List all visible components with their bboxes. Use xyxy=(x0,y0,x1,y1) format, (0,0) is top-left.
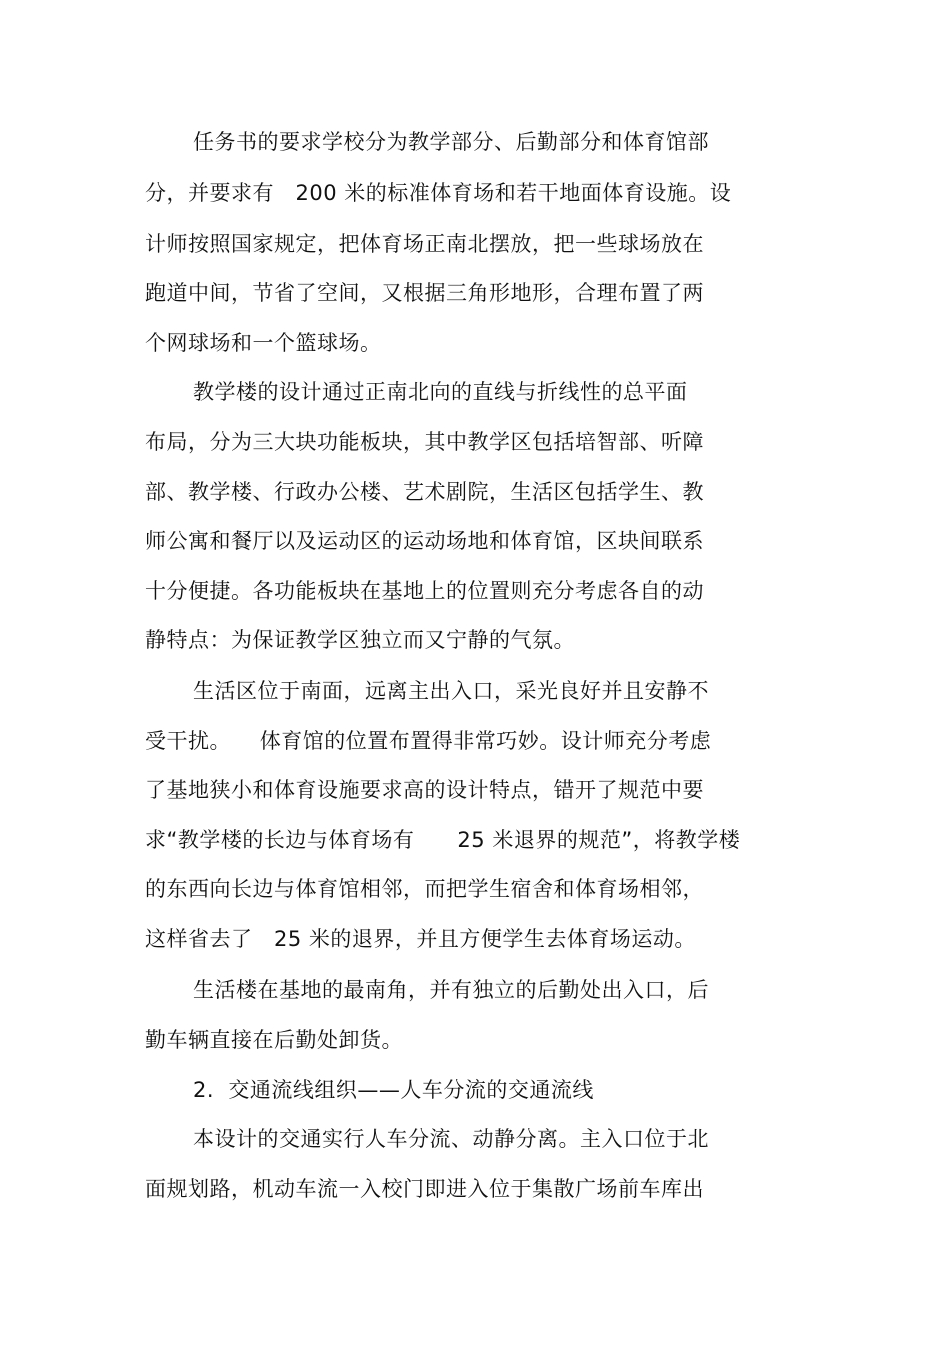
paragraph-line: 跑道中间，节省了空间，又根据三角形地形，合理布置了两 xyxy=(145,281,704,305)
paragraph-line: 生活楼在基地的最南角，并有独立的后勤处出入口，后 xyxy=(193,978,709,1002)
paragraph-line: 生活区位于南面，远离主出入口，采光良好并且安静不 xyxy=(193,679,709,703)
paragraph-line: 静特点：为保证教学区独立而又宁静的气氛。 xyxy=(145,628,575,652)
paragraph-line: 教学楼的设计通过正南北向的直线与折线性的总平面 xyxy=(193,380,688,404)
paragraph-line: 分，并要求有 200 米的标准体育场和若干地面体育设施。设 xyxy=(145,181,732,205)
paragraph-line: 计师按照国家规定，把体育场正南北摆放，把一些球场放在 xyxy=(145,232,704,256)
paragraph-line: 布局，分为三大块功能板块，其中教学区包括培智部、听障 xyxy=(145,430,704,454)
paragraph-line: 十分便捷。各功能板块在基地上的位置则充分考虑各自的动 xyxy=(145,579,704,603)
paragraph-line: 求“教学楼的长边与体育场有 25 米退界的规范”，将教学楼 xyxy=(145,828,741,852)
paragraph-line: 勤车辆直接在后勤处卸货。 xyxy=(145,1028,403,1052)
paragraph-line: 这样省去了 25 米的退界，并且方便学生去体育场运动。 xyxy=(145,927,696,951)
paragraph-line: 部、教学楼、行政办公楼、艺术剧院，生活区包括学生、教 xyxy=(145,480,704,504)
paragraph-line: 师公寓和餐厅以及运动区的运动场地和体育馆，区块间联系 xyxy=(145,529,704,553)
paragraph-line: 本设计的交通实行人车分流、动静分离。主入口位于北 xyxy=(193,1127,709,1151)
paragraph-line: 了基地狭小和体育设施要求高的设计特点，错开了规范中要 xyxy=(145,778,704,802)
paragraph-line: 个网球场和一个篮球场。 xyxy=(145,331,382,355)
paragraph-line: 受干扰。 体育馆的位置布置得非常巧妙。设计师充分考虑 xyxy=(145,729,712,753)
paragraph-line: 面规划路，机动车流一入校门即进入位于集散广场前车库出 xyxy=(145,1177,704,1201)
section-heading: 2. 交通流线组织——人车分流的交通流线 xyxy=(193,1078,594,1102)
paragraph-line: 的东西向长边与体育馆相邻，而把学生宿舍和体育场相邻， xyxy=(145,877,704,901)
paragraph-line: 任务书的要求学校分为教学部分、后勤部分和体育馆部 xyxy=(193,130,709,154)
